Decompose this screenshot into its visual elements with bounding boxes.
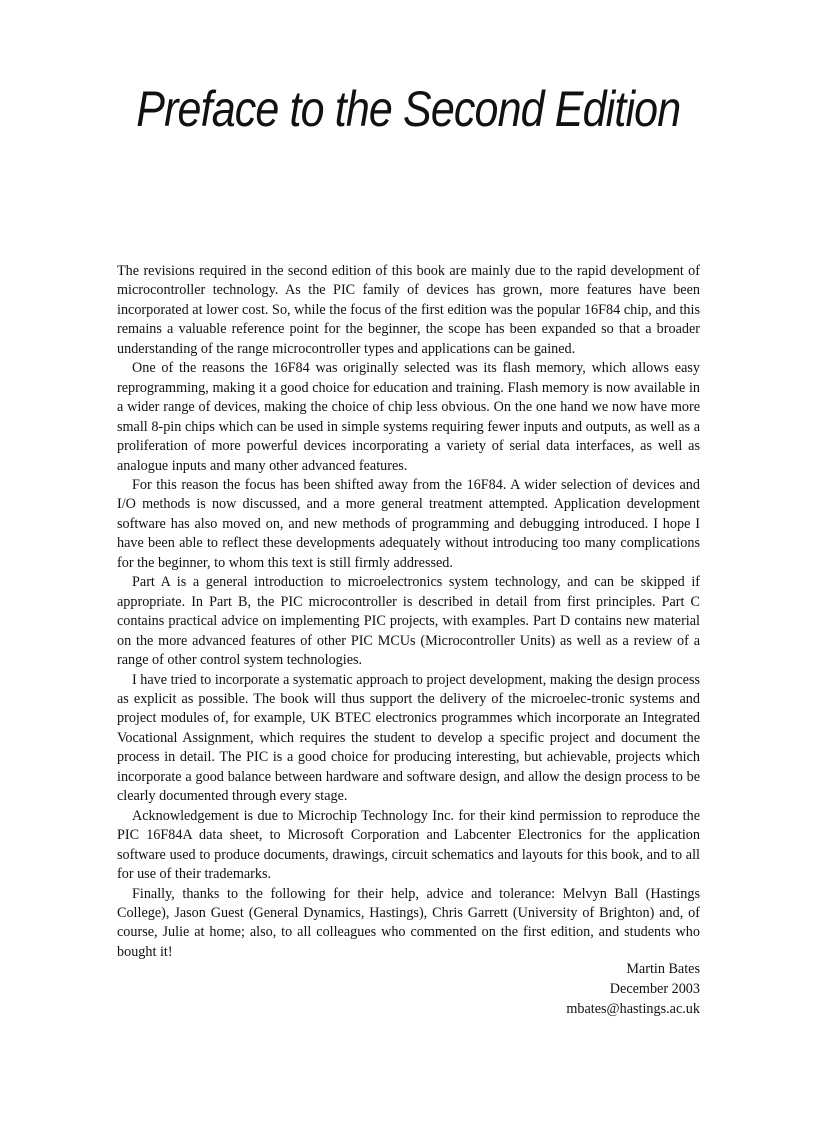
preface-body bbox=[117, 262, 700, 962]
author-email: mbates@hastings.ac.uk bbox=[566, 1000, 700, 1017]
paragraph: Finally, thanks to the following for their help, advice and tolerance: Melvyn Ball (Hastings College), Jason Guest (General Dynamics, Hastings), Chris Garrett (University of Brighton) and, of course, Julie at home; also, to all colleagues who commented on the first edition, and students who bought it! bbox=[117, 885, 700, 960]
paragraph: For this reason the focus has been shifted away from the 16F84. A wider selection of devices and I/O methods is now discussed, and a more general treatment attempted. Application development software has also moved on, and new methods of programming and debugging introduced. I hope I have been able to reflect these developments adequately without introducing too many complications for the beginner, to whom this text is still firmly addressed. bbox=[117, 476, 700, 571]
author-name: Martin Bates bbox=[626, 961, 700, 977]
paragraph: The revisions required in the second edition of this book are mainly due to the rapid development of microcontroller technology. As the PIC family of devices has grown, more features have been incorporated at lower cost. So, while the focus of the first edition was the popular 16F84 chip, and this remains a valuable reference point for the beginner, the scope has been expanded so that a broader understanding of the range microcontroller types and applications can be gained. bbox=[117, 263, 700, 357]
paragraph: Part A is a general introduction to microelectronics system technology, and can be skipped if appropriate. In Part B, the PIC microcontroller is described in detail from first principles. Part C contains practical advice on implementing PIC projects, with examples. Part D contains new material on the more advanced features of other PIC MCUs (Microcontroller Units) as well as a review of a range of other control system technologies. bbox=[117, 574, 700, 669]
page-title: Preface to the Second Edition bbox=[136, 81, 681, 137]
paragraph: One of the reasons the 16F84 was originally selected was its flash memory, which allows easy reprogramming, making it a good choice for education and training. Flash memory is now available in a wider range of devices, making the choice of chip less obvious. On the one hand we now have more small 8-pin chips which can be used in simple systems requiring fewer inputs and outputs, as well as a proliferation of more powerful devices incorporating a variety of serial data interfaces, as well as analogue inputs and many other advanced features. bbox=[117, 360, 700, 474]
signature-block bbox=[400, 960, 700, 1019]
paragraph: I have tried to incorporate a systematic approach to project development, making the design process as explicit as possible. The book will thus support the delivery of the microelec-tronic systems and project modules of, for example, UK BTEC electronics programmes which incorporate an Integrated Vocational Assignment, which requires the student to develop a specific project and document the process in detail. The PIC is a good choice for producing interesting, but achievable, projects which incorporate a good balance between hardware and software design, and allow the design process to be clearly documented through every stage. bbox=[117, 671, 700, 805]
paragraph: Acknowledgement is due to Microchip Technology Inc. for their kind permission to reproduce the PIC 16F84A data sheet, to Microsoft Corporation and Labcenter Electronics for the application software used to produce documents, drawings, circuit schematics and layouts for this book, and to all for use of their trademarks. bbox=[117, 807, 700, 883]
signature-date: December 2003 bbox=[609, 980, 700, 997]
